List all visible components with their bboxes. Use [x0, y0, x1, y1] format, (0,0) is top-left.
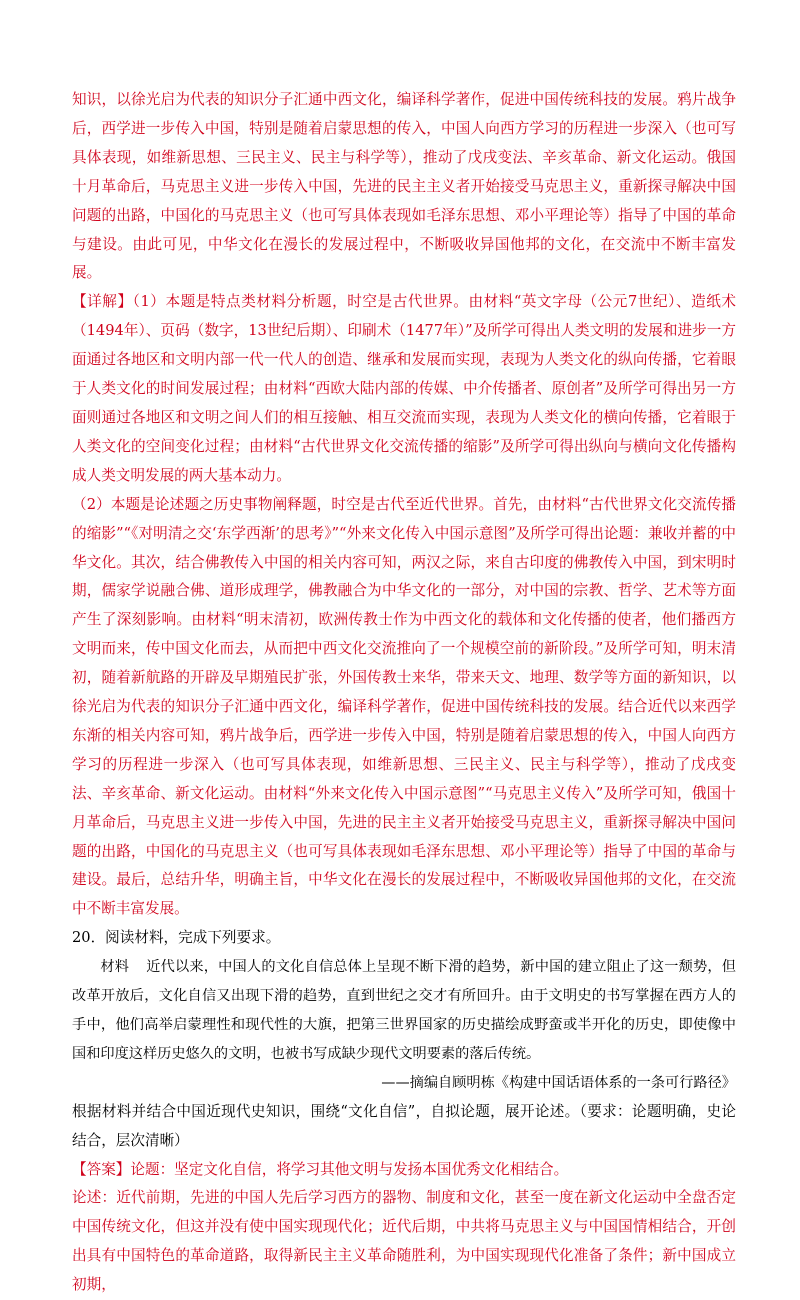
analysis-continuation: 知识，以徐光启为代表的知识分子汇通中西文化，编译科学著作，促进中国传统科技的发展。鸦片战争后，西学进一步传入中国，特别是随着启蒙思想的传入，中国人向西方学习的历程进一步深入（也可写具体表现，如维新思想、三民主义、民主与科学等），推动了戊戌变法、辛亥革命、新文化运动。俄国十月革命后，马克思主义进一步传入中国，先进的民主主义者开始接受马克思主义，重新探寻解决中国问题的出路，中国化的马克思主义（也可写具体表现如毛泽东思想、邓小平理论等）指导了中国的革命与建设。由此可见，中华文化在漫长的发展过程中，不断吸收异国他邦的文化，在交流中不断丰富发展。	[72, 91, 736, 282]
material-text: 近代以来，中国人的文化自信总体上呈现不断下滑的趋势，新中国的建立阻止了这一颓势，但改革开放后，文化自信又出现下滑的趋势，直到世纪之交才有所回升。由于文明史的书写掌握在西方人的手中，他们高举启蒙理性和现代性的大旗，把第三世界国家的历史描绘成野蛮或半开化的历史，即使像中国和印度这样历史悠久的文明，也被书写成缺少现代文明要素的落后传统。	[72, 959, 736, 1062]
document-page	[72, 86, 736, 1300]
answer-topic: 论题：坚定文化自信，将学习其他文明与发扬本国优秀文化相结合。	[130, 1160, 569, 1178]
answer-tag: 【答案】	[72, 1160, 131, 1178]
material-block	[72, 953, 736, 1069]
question-requirement: 根据材料并结合中国近现代史知识，围绕“文化自信”，自拟论题，展开论述。（要求：论题明确，史论结合，层次清晰）	[72, 1102, 736, 1149]
answer-paragraph	[72, 1156, 736, 1185]
material-label: 材料	[100, 959, 130, 976]
detail-paragraph-1	[72, 288, 736, 490]
detail-paragraph-2: （2）本题是论述题之历史事物阐释题，时空是古代至近代世界。首先，由材料“古代世界文化交流传播的缩影”“《对明清之交‘东学西渐’的思考》”“外来文化传入中国示意图”及所学可得出论题：兼收并蓄的中华文化。其次，结合佛教传入中国的相关内容可知，两汉之际，来自古印度的佛教传入中国，到宋明时期，儒家学说融合佛、道形成理学，佛教融合为中华文化的一部分，对中国的宗教、哲学、艺术等方面产生了深刻影响。由材料“明末清初，欧洲传教士作为中西文化的载体和文化传播的使者，他们播西方文明而来，传中国文化而去，从而把中西文化交流推向了一个规模空前的新阶段。”及所学可知，明末清初，随着新航路的开辟及早期殖民扩张，外国传教士来华，带来天文、地理、数学等方面的新知识，以徐光启为代表的知识分子汇通中西文化，编译科学著作，促进中国传统科技的发展。结合近代以来西学东渐的相关内容可知，鸦片战争后，西学进一步传入中国，特别是随着启蒙思想的传入，中国人向西方学习的历程进一步深入（也可写具体表现，如维新思想、三民主义、民主与科学等），推动了戊戌变法、辛亥革命、新文化运动。由材料“外来文化传入中国示意图”“马克思主义传入”及所学可知，俄国十月革命后，马克思主义进一步传入中国，先进的民主主义者开始接受马克思主义，重新探寻解决中国问题的出路，中国化的马克思主义（也可写具体表现如毛泽东思想、邓小平理论等）指导了中国的革命与建设。最后，总结升华，明确主旨，中华文化在漫长的发展过程中，不断吸收异国他邦的文化，在交流中不断丰富发展。	[72, 495, 736, 918]
answer-argument: 论述：近代前期，先进的中国人先后学习西方的器物、制度和文化，甚至一度在新文化运动中全盘否定中国传统文化，但这并没有使中国实现现代化；近代后期，中共将马克思主义与中国国情相结合，开创出具有中国特色的革命道路，取得新民主主义革命随胜利，为中国实现现代化准备了条件；新中国成立初期，	[72, 1189, 736, 1294]
question-20: 20．阅读材料，完成下列要求。	[72, 929, 281, 947]
material-source: ——摘编自顾明栋《构建中国话语体系的一条可行路径》	[381, 1074, 736, 1091]
detail-text-1: （1）本题是特点类材料分析题，时空是古代世界。由材料“英文字母（公元7世纪）、造纸术（1494年）、页码（数字，13世纪后期）、印刷术（1477年）”及所学可得出人类文明的发展和进步一方面通过各地区和文明内部一代一代人的创造、继承和发展而实现，表现为人类文化的纵向传播，它着眼于人类文化的时间发展过程；由材料“西欧大陆内部的传媒、中介传播者、原创者”及所学可得出另一方面则通过各地区和文明之间人们的相互接触、相互交流而实现，表现为人类文化的横向传播，它着眼于人类文化的空间变化过程；由材料“古代世界文化交流传播的缩影”及所学可得出纵向与横向文化传播构成人类文明发展的两大基本动力。	[72, 293, 736, 484]
detail-tag: 【详解】	[72, 293, 133, 311]
